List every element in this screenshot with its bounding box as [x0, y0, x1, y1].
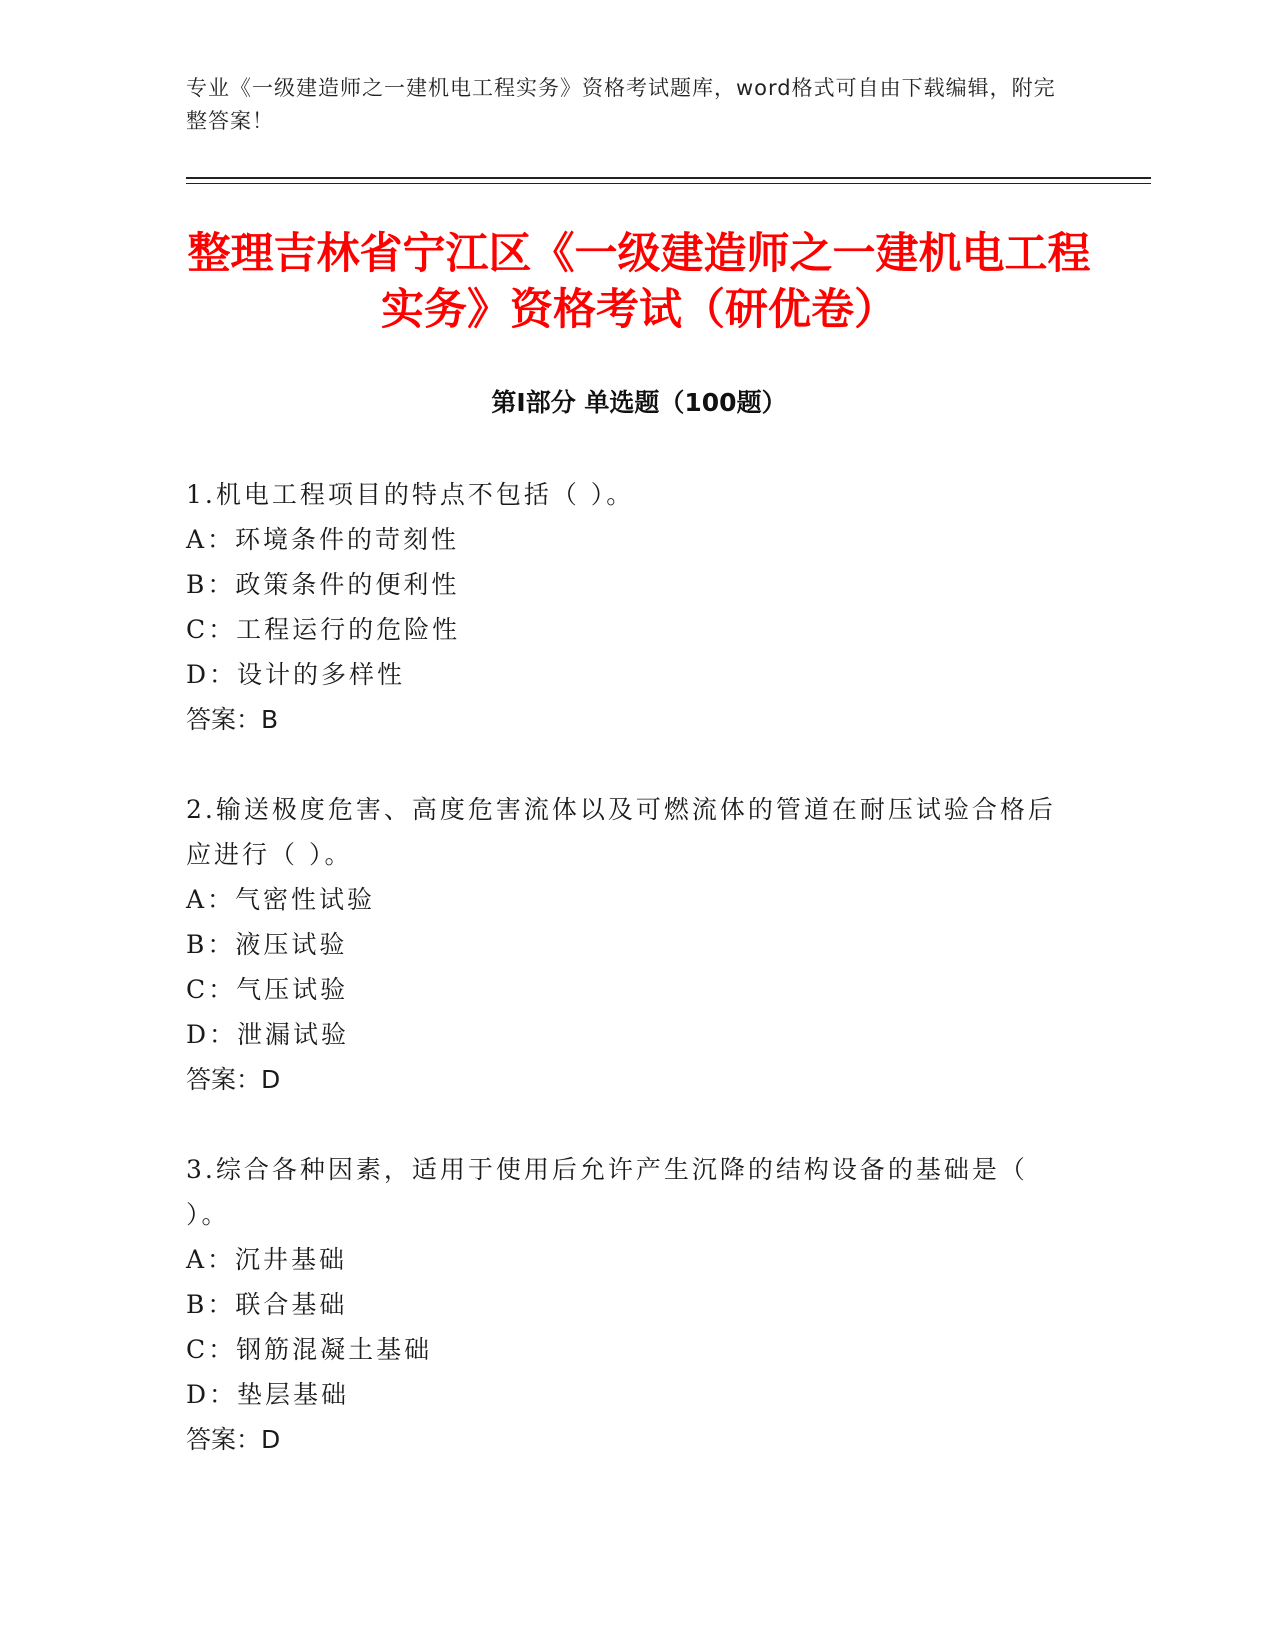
header-divider-thick — [186, 177, 1151, 179]
option-d: D：设计的多样性 — [186, 660, 406, 689]
option-a: A：气密性试验 — [186, 885, 376, 914]
option-c: C：气压试验 — [186, 975, 349, 1004]
question-3 — [186, 1147, 1066, 1462]
option-b: B：联合基础 — [186, 1290, 348, 1319]
question-stem: 1.机电工程项目的特点不包括（ ）。 — [186, 480, 635, 509]
option-a: A：环境条件的苛刻性 — [186, 525, 460, 554]
header-note: 专业《一级建造师之一建机电工程实务》资格考试题库，word格式可自由下载编辑，附完整答案！ — [186, 76, 1056, 133]
option-d: D：垫层基础 — [186, 1380, 350, 1409]
option-d: D：泄漏试验 — [186, 1020, 350, 1049]
option-c: C：工程运行的危险性 — [186, 615, 461, 644]
question-2 — [186, 787, 1066, 1102]
question-list — [186, 472, 1066, 1507]
answer: 答案：B — [186, 705, 279, 734]
answer: 答案：D — [186, 1065, 281, 1094]
header-divider-thin — [186, 183, 1151, 184]
document-title: 整理吉林省宁江区《一级建造师之一建机电工程实务》资格考试（研优卷） — [187, 229, 1091, 335]
section-title: 第Ⅰ部分 单选题（100题） — [491, 388, 787, 417]
answer: 答案：D — [186, 1425, 281, 1454]
option-a: A：沉井基础 — [186, 1245, 348, 1274]
option-c: C：钢筋混凝土基础 — [186, 1335, 433, 1364]
option-b: B：政策条件的便利性 — [186, 570, 460, 599]
question-stem: 2.输送极度危害、高度危害流体以及可燃流体的管道在耐压试验合格后应进行（ ）。 — [186, 795, 1056, 869]
option-b: B：液压试验 — [186, 930, 348, 959]
question-1 — [186, 472, 1066, 742]
question-stem: 3.综合各种因素，适用于使用后允许产生沉降的结构设备的基础是（ ）。 — [186, 1155, 1028, 1229]
